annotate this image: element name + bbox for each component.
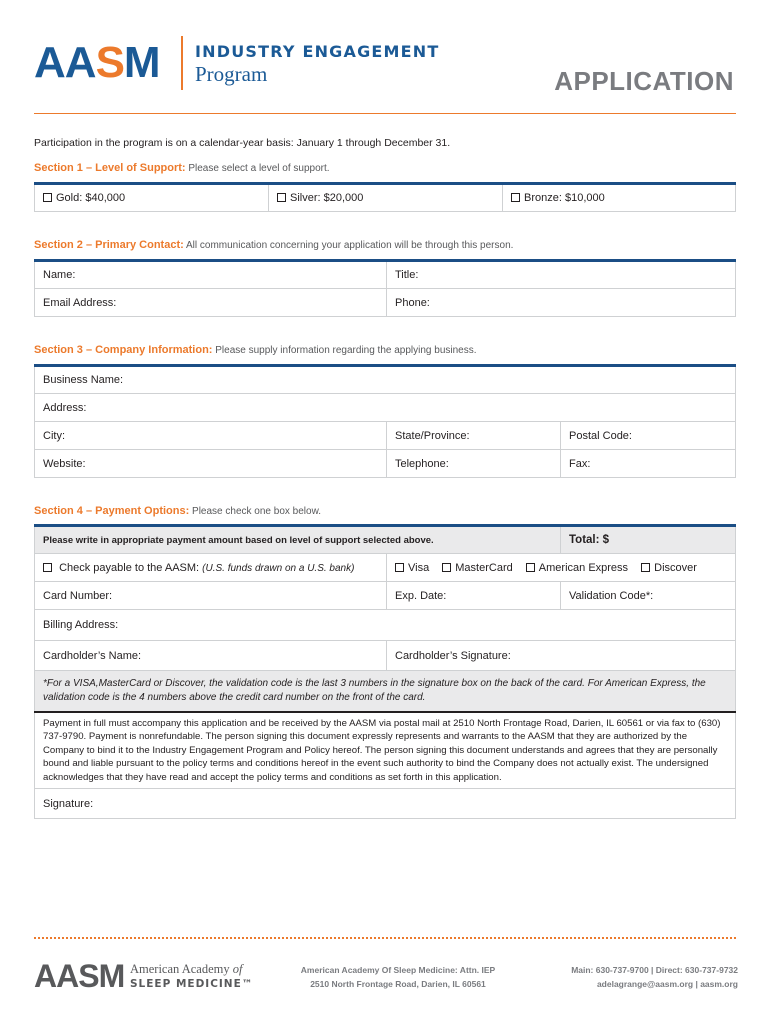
bronze-checkbox[interactable] [511, 193, 520, 202]
section1-hint: Please select a level of support. [185, 163, 330, 174]
section1-heading [34, 162, 330, 174]
phone-field[interactable]: Phone: [387, 289, 736, 317]
section4-heading [34, 505, 321, 517]
section2-hint: All communication concerning your application will be through this person. [183, 240, 514, 251]
footer-rule [34, 937, 736, 939]
bronze-label: Bronze: $10,000 [524, 192, 605, 204]
program-title-line2: Program [195, 62, 268, 86]
state-field[interactable]: State/Province: [387, 422, 561, 450]
section3-heading [34, 344, 477, 356]
header-rule [34, 113, 736, 114]
terms-table [34, 711, 736, 819]
billing-address-field[interactable]: Billing Address: [35, 610, 736, 641]
visa-option[interactable] [395, 562, 429, 574]
footer-contact [526, 963, 738, 991]
section4-hint: Please check one box below. [189, 506, 322, 517]
section3-hint: Please supply information regarding the applying business. [212, 345, 477, 356]
discover-checkbox[interactable] [641, 563, 650, 572]
intro-text: Participation in the program is on a calendar-year basis: January 1 through December 31. [34, 137, 451, 149]
cardholder-signature-field[interactable]: Cardholder’s Signature: [387, 641, 736, 671]
mastercard-label: MasterCard [455, 561, 513, 574]
card-type-options [387, 554, 736, 582]
footer-org-line1: American Academy of [130, 962, 243, 976]
city-field[interactable]: City: [35, 422, 387, 450]
aasm-logo [34, 38, 174, 88]
support-level-table [34, 182, 736, 212]
footer-logo [34, 958, 254, 994]
section2-heading [34, 239, 513, 251]
title-field[interactable]: Title: [387, 261, 736, 289]
document-title: APPLICATION [554, 66, 734, 96]
section2-title: Section 2 – Primary Contact: [34, 239, 184, 251]
email-field[interactable]: Email Address: [35, 289, 387, 317]
validation-code-note: *For a VISA,MasterCard or Discover, the validation code is the last 3 numbers in the signature box on the back of the card. For American Express, the validation code is the 4 numbers above the credit card number on the front of the card. [35, 671, 736, 712]
gold-option[interactable] [35, 184, 269, 212]
card-number-field[interactable]: Card Number: [35, 582, 387, 610]
silver-label: Silver: $20,000 [290, 192, 364, 204]
visa-label: Visa [408, 561, 430, 574]
visa-checkbox[interactable] [395, 563, 404, 572]
check-checkbox[interactable] [43, 563, 52, 572]
section4-title: Section 4 – Payment Options: [34, 505, 190, 517]
footer-address [270, 963, 526, 991]
footer-phone-line: Main: 630-737-9700 | Direct: 630-737-9732 [571, 965, 738, 975]
bronze-option[interactable] [503, 184, 736, 212]
footer-web-line: adelagrange@aasm.org | aasm.org [596, 979, 738, 989]
footer-address-line1: American Academy Of Sleep Medicine: Attn. IEP [300, 965, 496, 975]
footer-org-line2: SLEEP MEDICINE™ [130, 978, 254, 990]
primary-contact-table [34, 259, 736, 317]
logo-divider [181, 36, 183, 90]
discover-label: Discover [654, 561, 697, 574]
silver-checkbox[interactable] [277, 193, 286, 202]
address-field[interactable]: Address: [35, 394, 736, 422]
section3-title: Section 3 – Company Information: [34, 344, 213, 356]
signature-field[interactable]: Signature: [35, 789, 736, 819]
footer-address-line2: 2510 North Frontage Road, Darien, IL 60561 [310, 979, 486, 989]
footer-logo-text: AASM [34, 958, 125, 994]
amex-option[interactable] [526, 562, 628, 574]
company-info-table [34, 364, 736, 478]
exp-date-field[interactable]: Exp. Date: [387, 582, 561, 610]
check-note: (U.S. funds drawn on a U.S. bank) [202, 562, 355, 574]
amex-label: American Express [538, 561, 629, 574]
total-field[interactable]: Total: $ [561, 526, 736, 554]
gold-checkbox[interactable] [43, 193, 52, 202]
fax-field[interactable]: Fax: [561, 450, 736, 478]
terms-text: Payment in full must accompany this application and be received by the AASM via postal mail at 2510 North Frontage Road, Darien, IL 60561 or via fax to (630) 737-9790. Payment is nonrefundable. The person signing this document expressly represents and warrants to the AASM that they are authorized by the Company to bind it to the Industry Engagement Program and Policy hereof. The person signing this document understands and agrees that they are personally bound and liable pursuant to the policy terms and conditions hereof in the event such authority to bind the Company does not actually exist. The undersigned acknowledges that they have read and accept the policy terms and conditions as set forth in this application. [35, 712, 736, 789]
postal-code-field[interactable]: Postal Code: [561, 422, 736, 450]
gold-label: Gold: $40,000 [56, 192, 126, 204]
website-field[interactable]: Website: [35, 450, 387, 478]
payment-table [34, 524, 736, 712]
telephone-field[interactable]: Telephone: [387, 450, 561, 478]
name-field[interactable]: Name: [35, 261, 387, 289]
mastercard-option[interactable] [442, 562, 512, 574]
amex-checkbox[interactable] [526, 563, 535, 572]
business-name-field[interactable]: Business Name: [35, 366, 736, 394]
program-title-line1: INDUSTRY ENGAGEMENT [195, 42, 440, 61]
check-option[interactable] [35, 554, 387, 582]
silver-option[interactable] [269, 184, 503, 212]
discover-option[interactable] [641, 562, 697, 574]
aasm-logo-text: AASM [34, 38, 160, 87]
section1-title: Section 1 – Level of Support: [34, 162, 186, 174]
mastercard-checkbox[interactable] [442, 563, 451, 572]
validation-code-field[interactable]: Validation Code*: [561, 582, 736, 610]
payment-instruction: Please write in appropriate payment amount based on level of support selected above. [35, 526, 561, 554]
check-label: Check payable to the AASM: [59, 561, 200, 574]
cardholder-name-field[interactable]: Cardholder’s Name: [35, 641, 387, 671]
